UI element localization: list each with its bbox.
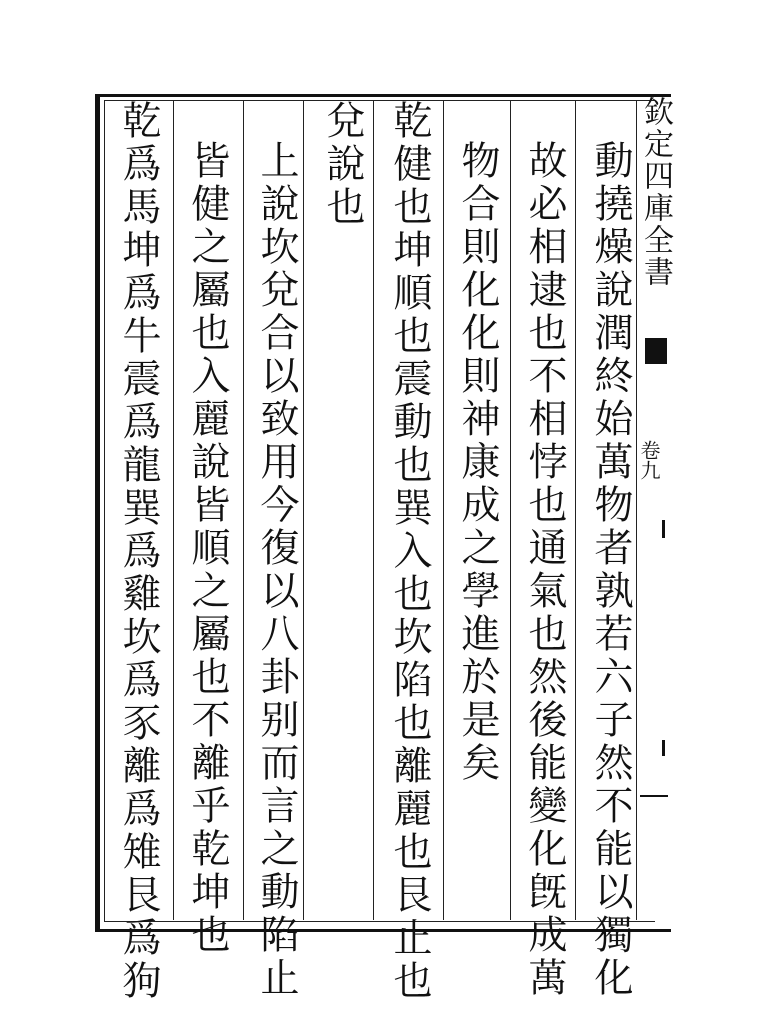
fish-tail-mark bbox=[645, 338, 667, 364]
book-title: 欽定四庫全書 bbox=[638, 96, 673, 288]
text-column: 物合則化化則神康成之學進於是矣 bbox=[455, 140, 500, 785]
column-rule bbox=[575, 100, 576, 920]
text-column: 上說坎兌合以致用今復以八卦别而言之動陷止 bbox=[254, 140, 299, 1000]
text-column: 乾健也坤順也震動也巽入也坎陷也離麗也艮止也 bbox=[387, 100, 432, 1003]
text-column: 兌說也 bbox=[320, 100, 365, 229]
text-column: 動撓燥說潤終始萬物者孰若六子然不能以獨化 bbox=[588, 140, 633, 1000]
column-rule bbox=[173, 100, 174, 920]
text-column: 故必相逮也不相悖也通氣也然後能變化旣成萬 bbox=[522, 140, 567, 1000]
text-column: 乾爲馬坤爲牛震爲龍巽爲雞坎爲豕離爲雉艮爲狗 bbox=[116, 100, 161, 1003]
banner-tick bbox=[662, 740, 665, 756]
text-column: 皆健之屬也入麗說皆順之屬也不離乎乾坤也 bbox=[185, 140, 230, 957]
column-rule bbox=[243, 100, 244, 920]
banner-tick bbox=[662, 520, 665, 538]
column-rule bbox=[443, 100, 444, 920]
banner-rule bbox=[640, 795, 668, 797]
column-rule bbox=[636, 100, 637, 920]
column-rule bbox=[303, 100, 304, 920]
volume-label: 卷九 bbox=[637, 440, 661, 480]
column-rule bbox=[510, 100, 511, 920]
column-rule bbox=[373, 100, 374, 920]
